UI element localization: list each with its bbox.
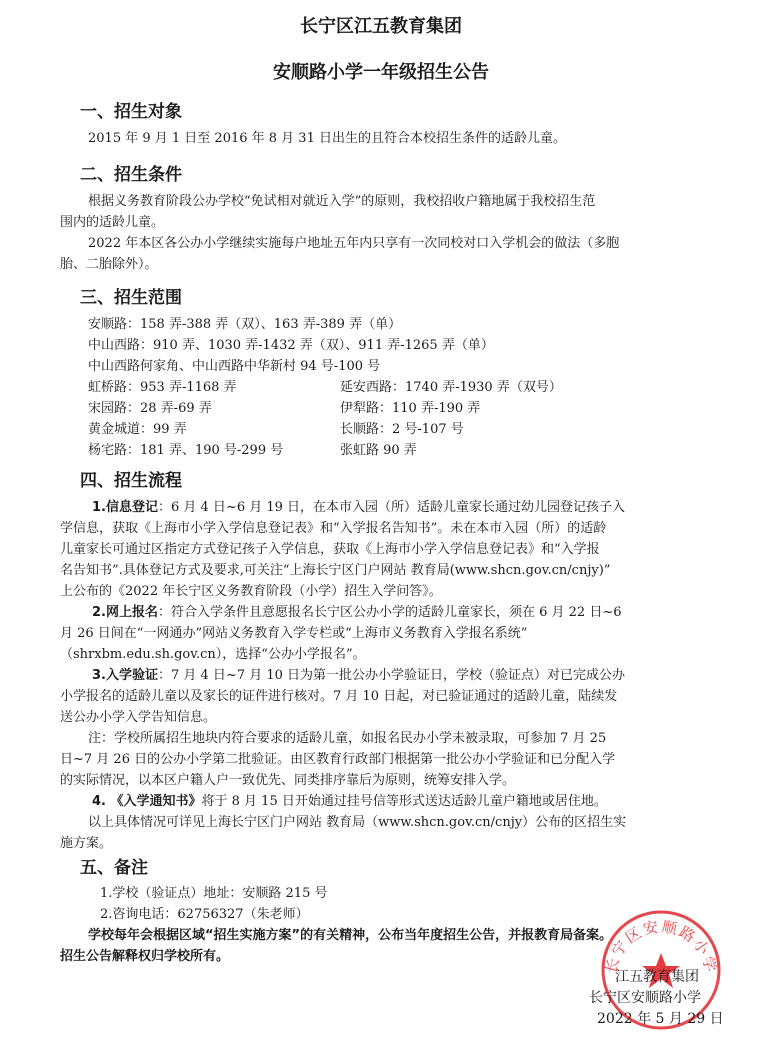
range-line-7b: 张虹路 90 弄	[340, 443, 417, 458]
more-info-line-1: 以上具体情况可详见上海长宁区门户网站 教育局（www.shcn.gov.cn/cnjy）公布的区招生实	[88, 815, 627, 830]
step-3-line-2: 小学报名的适龄儿童以及家长的证件进行核对。7 月 10 日起，对已验证通过的适龄儿童，陆续发	[60, 689, 618, 704]
group-title: 长宁区江五教育集团	[300, 16, 462, 37]
svg-text:长宁区安顺路小学: 长宁区安顺路小学	[601, 917, 721, 976]
step-3-line-1	[92, 665, 625, 686]
range-line-6b: 长顺路：2 号-107 号	[340, 422, 464, 437]
step-3-text: ：7 月 4 日~7 月 10 日为第一批公办小学验证日，学校（验证点）对已完成公办	[157, 668, 626, 683]
signature-school: 长宁区安顺路小学	[589, 990, 701, 1006]
step-1-line-1	[92, 497, 625, 518]
remark-address: 1.学校（验证点）地址：安顺路 215 号	[100, 886, 328, 901]
step-2-line-3: （shrxbm.edu.sh.gov.cn），选择“公办小学报名”。	[60, 647, 366, 662]
section-5-heading: 五、备注	[80, 858, 148, 878]
note-line-3: 的实际情况，以本区户籍人户一致优先、同类排序靠后为原则，统筹安排入学。	[60, 773, 516, 788]
signature-group: 江五教育集团	[615, 969, 699, 985]
section-4-heading: 四、招生流程	[80, 471, 182, 491]
signature-date: 2022 年 5 月 29 日	[597, 1011, 724, 1027]
section-2-para2-line1: 2022 年本区各公办小学继续实施每户地址五年内只享有一次同校对口入学机会的做法（多胞	[88, 236, 620, 251]
step-1-line-3: 儿童家长可通过区指定方式登记孩子入学信息，获取《上海市小学入学信息登记表》和“入学报	[60, 542, 600, 557]
step-2-title: 2.网上报名	[92, 605, 158, 620]
section-2-para1-line1: 根据义务教育阶段公办学校“免试相对就近入学”的原则，我校招收户籍地属于我校招生范	[88, 194, 596, 209]
section-2-heading: 二、招生条件	[80, 165, 182, 185]
remark-rights: 招生公告解释权归学校所有。	[60, 949, 230, 964]
step-1-title: 1.信息登记	[92, 500, 158, 515]
section-2-para2-line2: 胎、二胎除外）。	[60, 257, 158, 272]
step-3-line-3: 送公办小学入学告知信息。	[60, 710, 217, 725]
section-2-para1-line2: 围内的适龄儿童。	[60, 215, 165, 230]
step-1-line-5: 上公布的《2022 年长宁区义务教育阶段（小学）招生入学问答》。	[60, 584, 442, 599]
announcement-title: 安顺路小学一年级招生公告	[273, 62, 489, 83]
step-1-text: ：6 月 4 日~6 月 19 日，在本市入园（所）适龄儿童家长通过幼儿园登记孩子入	[157, 500, 626, 515]
range-line-3: 中山西路何家角、中山西路中华新村 94 号-100 号	[88, 359, 381, 374]
range-line-7a: 杨宅路：181 弄、190 号-299 号	[88, 443, 284, 458]
range-line-2: 中山西路：910 弄、1030 弄-1432 弄（双）、911 弄-1265 弄（单）	[88, 338, 494, 353]
step-4-line	[92, 791, 607, 812]
note-line-1: 注：学校所属招生地块内符合要求的适龄儿童，如报名民办小学未被录取，可参加 7 月 25	[88, 731, 607, 746]
remark-phone: 2.咨询电话：62756327（朱老师）	[100, 907, 309, 922]
step-1-line-4: 名告知书”.具体登记方式及要求,可关注“上海长宁区门户网站 教育局(www.shcn.gov.cn/cnjy)”	[60, 563, 611, 578]
range-line-6a: 黄金城道：99 弄	[88, 422, 187, 437]
section-1-text: 2015 年 9 月 1 日至 2016 年 8 月 31 日出生的且符合本校招生条件的适龄儿童。	[88, 131, 566, 146]
range-line-5a: 宋园路：28 弄-69 弄	[88, 401, 212, 416]
step-2-text: ：符合入学条件且意愿报名长宁区公办小学的适龄儿童家长，须在 6 月 22 日~6	[157, 605, 622, 620]
range-line-4a: 虹桥路：953 弄-1168 弄	[88, 380, 237, 395]
step-4-title: 4. 《入学通知书》	[92, 794, 202, 809]
step-2-line-2: 月 26 日间在“一网通办”网站义务教育入学专栏或“上海市义务教育入学报名系统”	[60, 626, 528, 641]
remark-notice: 学校每年会根据区域“招生实施方案”的有关精神，公布当年度招生公告，并报教育局备案。	[88, 928, 613, 943]
note-line-2: 日~7 月 26 日的公办小学第二批验证。由区教育行政部门根据第一批公办小学验证和已分配入学	[60, 752, 616, 767]
section-1-heading: 一、招生对象	[80, 102, 182, 122]
more-info-line-2: 施方案。	[60, 836, 113, 851]
range-line-4b: 延安西路：1740 弄-1930 弄（双号）	[340, 380, 562, 395]
section-3-heading: 三、招生范围	[80, 288, 182, 308]
range-line-1: 安顺路：158 弄-388 弄（双）、163 弄-389 弄（单）	[88, 317, 402, 332]
step-1-line-2: 学信息，获取《上海市小学入学信息登记表》和“入学报名告知书”。未在本市入园（所）的适龄	[60, 521, 607, 536]
step-4-text: 将于 8 月 15 日开始通过挂号信等形式送达适龄儿童户籍地或居住地。	[201, 794, 607, 809]
step-3-title: 3.入学验证	[92, 668, 158, 683]
step-2-line-1	[92, 602, 622, 623]
range-line-5b: 伊犁路：110 弄-190 弄	[340, 401, 481, 416]
